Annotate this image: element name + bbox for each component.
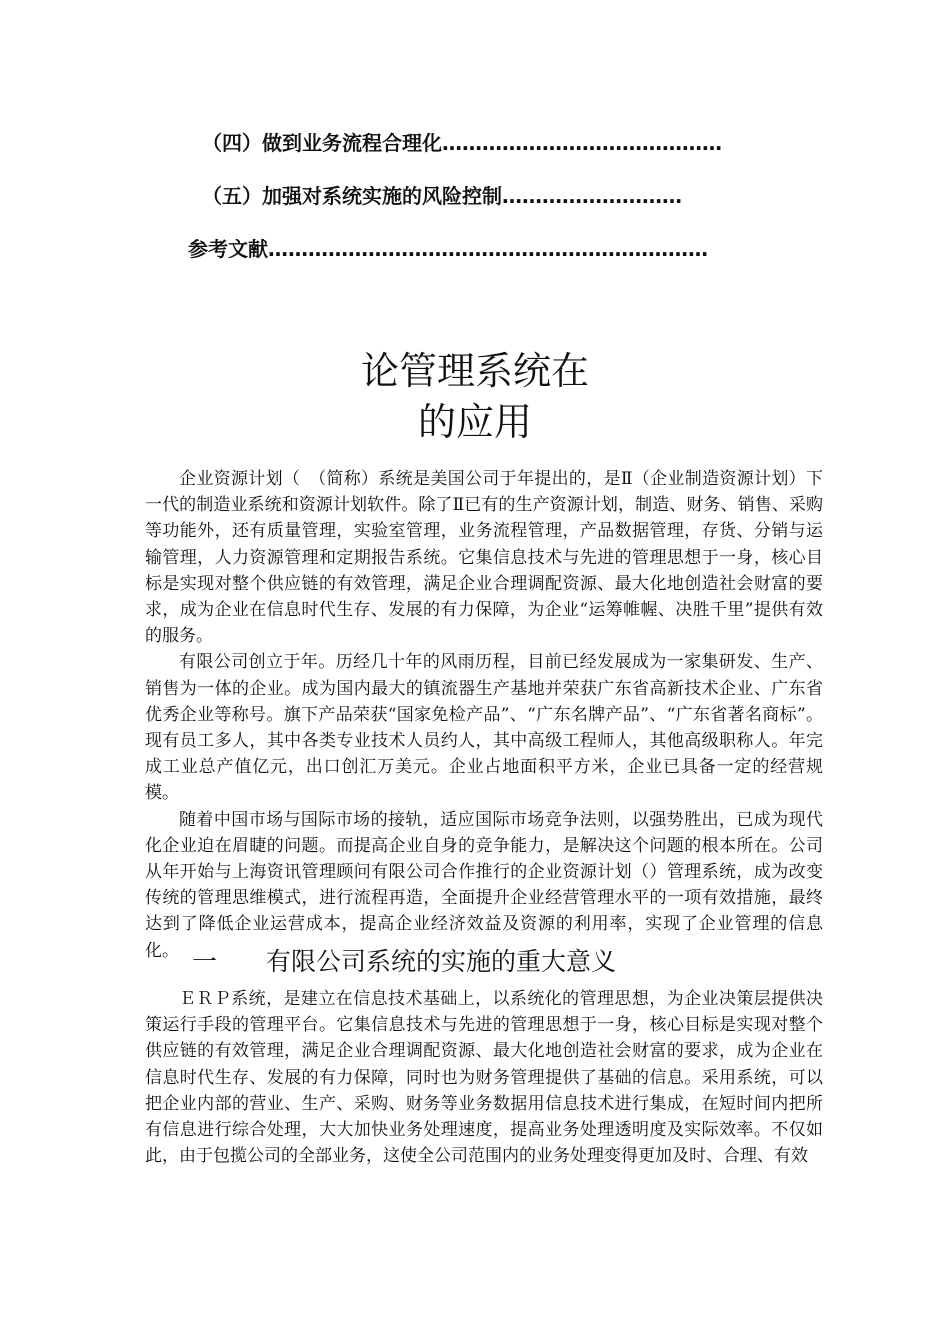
intro-section (145, 466, 823, 964)
intro-paragraph-1: 企业资源计划（ （简称）系统是美国公司于年提出的，是Ⅱ（企业制造资源计划）下一代的制造业系统和资源计划软件。除了Ⅱ已有的生产资源计划，制造、财务、销售、采购等功能外，还有质量管理，实验室管理，业务流程管理，产品数据管理，存货、分销与运输管理，人力资源管理和定期报告系统。它集信息技术与先进的管理思想于一身，核心目标是实现对整个供应链的有效管理，满足企业合理调配资源、最大化地创造社会财富的要求，成为企业在信息时代生存、发展的有力保障，为企业“运筹帷幄、决胜千里”提供有效的服务。 (145, 469, 823, 647)
section-1-heading (192, 944, 616, 980)
document-title-line-1: 论管理系统在 (360, 349, 589, 393)
table-of-contents (188, 126, 788, 285)
toc-entry-5[interactable]: （五）加强对系统实施的风险控制……………………… (202, 184, 682, 208)
section-1-body (145, 986, 823, 1169)
intro-paragraph-2: 有限公司创立于年。历经几十年的风雨历程，目前已经发展成为一家集研发、生产、销售为一体的企业。成为国内最大的镇流器生产基地并荣获广东省高新技术企业、广东省优秀企业等称号。旗下产品荣获“国家免检产品”、“广东名牌产品”、“广东省著名商标”。现有员工多人，其中各类专业技术人员约人，其中高级工程师人，其他高级职称人。年完成工业总产值亿元，出口创汇万美元。企业占地面积平方米，企业已具备一定的经营规模。 (145, 652, 823, 804)
toc-entry-references[interactable]: 参考文献………………………………………………………… (188, 237, 708, 261)
section-1-number: 一 (192, 947, 218, 976)
section-1-paragraph-1: ＥＲＰ系统，是建立在信息技术基础上，以系统化的管理思想，为企业决策层提供决策运行手段的管理平台。它集信息技术与先进的管理思想于一身，核心目标是实现对整个供应链的有效管理，满足企业合理调配资源、最大化地创造社会财富的要求，成为企业在信息时代生存、发展的有力保障，同时也为财务管理提供了基础的信息。采用系统，可以把企业内部的营业、生产、采购、财务等业务数据用信息技术进行集成，在短时间内把所有信息进行综合处理，大大加快业务处理速度，提高业务处理透明度及实际效率。不仅如此，由于包揽公司的全部业务，这使全公司范围内的业务处理变得更加及时、合理、有效 (145, 989, 823, 1167)
document-title-line-2: 的应用 (417, 400, 532, 444)
toc-entry-4[interactable]: （四）做到业务流程合理化…………………………………… (202, 131, 722, 155)
section-1-title: 有限公司系统的实施的重大意义 (266, 947, 617, 976)
intro-paragraph-3: 随着中国市场与国际市场的接轨，适应国际市场竞争法则，以强势胜出，已成为现代化企业迫在眉睫的问题。而提高企业自身的竞争能力，是解决这个问题的根本所在。公司从年开始与上海资讯管理顾问有限公司合作推行的企业资源计划（）管理系统，成为改变传统的管理思维模式，进行流程再造，全面提升企业经营管理水平的一项有效措施，最终达到了降低企业运营成本，提高企业经济效益及资源的利用率，实现了企业管理的信息化。 (145, 809, 823, 961)
